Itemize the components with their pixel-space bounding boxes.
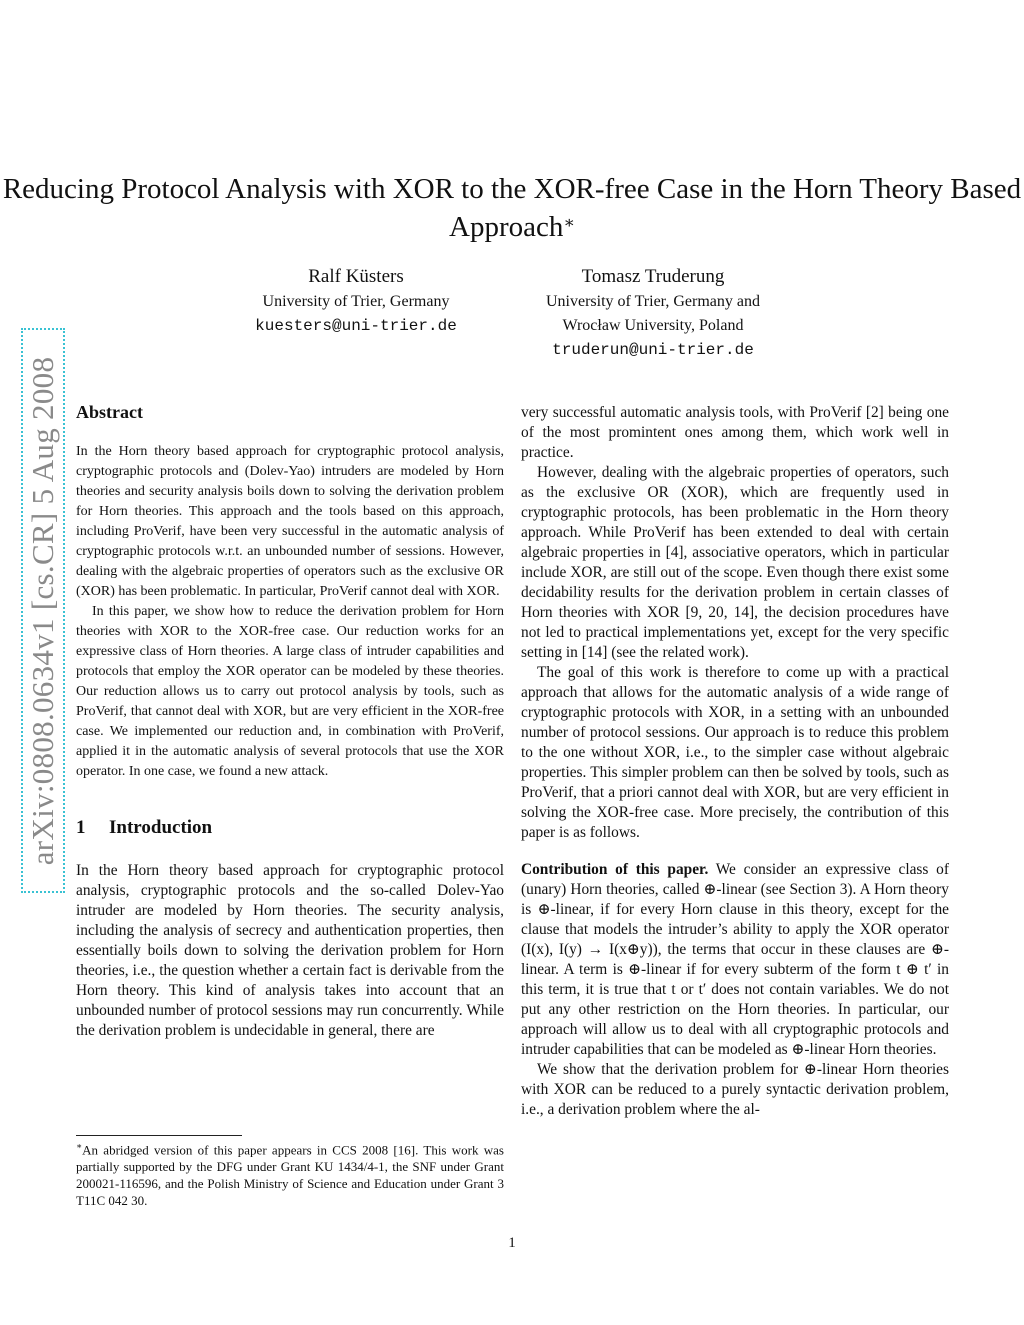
footnote [76,1138,504,1209]
contribution-paragraph [521,860,949,1060]
section-number: 1 [76,817,86,838]
arxiv-stamp [21,328,65,893]
author-email: kuesters@uni-trier.de [255,317,457,335]
abstract-paragraph-2: In this paper, we show how to reduce the derivation problem for Horn theories with XOR to the XOR-free case. Our reduction works for an expressive class of Horn theories. A large class of intruder capabilities and protocols that employ the XOR operator can be modeled by these theories. Our reduction allows us to carry out protocol analysis by tools, such as ProVerif, that cannot deal with XOR, but are very efficient in the XOR-free case. We implemented our reduction and, in combination with ProVerif, applied it in the automatic analysis of several protocols that use the XOR operator. In one case, we found a new attack. [76,604,504,779]
introduction-paragraph: In the Horn theory based approach for cryptographic protocol analysis, cryptographic protocols and the so-called Dolev-Yao intruder are modeled by Horn theories. The security analysis, including the analysis of secrecy and authentication properties, then essentially boils down to solving the derivation problem for Horn theories, i.e., the question whether a certain fact is derivable from the Horn theory. This kind of analysis takes into account that an unbounded number of protocol sessions may run concurrently. While the derivation problem is undecidable in general, there are [76,862,504,1039]
paragraph-heading: Contribution of this paper. [521,861,709,878]
paper-title [0,170,1024,246]
body-paragraph-2: However, dealing with the algebraic properties of operators, such as the exclusive OR (XOR), which are frequently used in cryptographic protocols, has been problematic in the Horn theory approach. While ProVerif has been extended to deal with certain algebraic properties in [4], associative operators, which in particular include XOR, are still out of the scope. Even though there exist some decidability results for the derivation problem in certain classes of Horn theories with XOR [9, 20, 14], the decision procedures have not led to practical implementations yet, except for the very specific setting in [14] (see the related work). [521,464,949,661]
footnote-mark: ∗ [76,1141,83,1151]
author-email: truderun@uni-trier.de [552,341,754,359]
author-truderung [518,264,788,362]
page-number: 1 [508,1235,516,1251]
right-column [521,403,949,1120]
footnote-text: An abridged version of this paper appears in CCS 2008 [16]. This work was partially supported by the DFG under Grant KU 1434/4-1, the SNF under Grant 200021-116596, and the Polish Ministry of Science and Education under Grant 3 T11C 042 30. [76,1142,504,1209]
left-column [76,400,504,1041]
author-affiliation: University of Trier, Germany [262,293,450,310]
abstract-heading: Abstract [76,402,143,422]
author-name: Tomasz Truderung [581,266,725,287]
introduction-body [76,861,504,1041]
abstract-paragraph-1: In the Horn theory based approach for cryptographic protocol analysis, cryptographic protocols and (Dolev-Yao) intruders are modeled by Horn theories and security analysis boils down to solving the derivation problem for Horn theories. This approach and the tools based on this approach, including ProVerif, have been very successful in the automatic analysis of cryptographic protocols w.r.t. an unbounded number of sessions. However, dealing with the algebraic properties of operators such as the exclusive OR (XOR) has been problematic. In particular, ProVerif cannot deal with XOR. [76,444,504,599]
body-paragraph-1: very successful automatic analysis tools, with ProVerif [2] being one of the most promintent ones among them, which work well in practice. [521,404,949,461]
title-footnote-mark: ∗ [563,213,575,232]
author-affiliation-2: Wrocław University, Poland [562,317,744,334]
author-affiliation: University of Trier, Germany and [546,293,760,310]
author-kuesters [236,264,476,338]
abstract [76,400,504,782]
section-heading-introduction [76,816,504,840]
arxiv-identifier: arXiv:0808.0634v1 [cs.CR] 5 Aug 2008 [25,356,60,865]
body-paragraph-3: The goal of this work is therefore to come up with a practical approach that allows for the automatic analysis of a wide range of cryptographic protocols with XOR, in a setting with an unbounded number of protocol sessions. Our approach is to reduce this problem to the one without XOR, i.e., to the simpler case without algebraic properties. This simpler problem can then be solved by tools, such as ProVerif, that a priori cannot deal with XOR, but are very efficient in solving the XOR-free case. More precisely, the contribution of this paper is as follows. [521,664,949,841]
author-name: Ralf Küsters [308,266,404,287]
title-text: Reducing Protocol Analysis with XOR to the XOR-free Case in the Horn Theory Based Approach [2,173,1022,243]
section-title: Introduction [109,817,213,838]
body-paragraph-5: We show that the derivation problem for ⊕-linear Horn theories with XOR can be reduced to a purely syntactic derivation problem, i.e., a derivation problem where the al- [521,1061,949,1118]
contribution-text: We consider an expressive class of (unary) Horn theories, called ⊕-linear (see Section 3). A Horn theory is ⊕-linear, if for every Horn clause in this theory, except for the clause that models the intruder’s ability to apply the XOR operator (I(x), I(y) → I(x⊕y)), the terms that occur in these clauses are ⊕-linear. A term is ⊕-linear if for every subterm of the form t ⊕ t′ in this term, it is true that t or t′ does not contain variables. We do not put any other restriction on the Horn theories. In particular, our approach will allow us to deal with all cryptographic protocols and intruder capabilities that can be modeled as ⊕-linear Horn theories. [521,861,949,1058]
footnote-divider [76,1135,242,1136]
